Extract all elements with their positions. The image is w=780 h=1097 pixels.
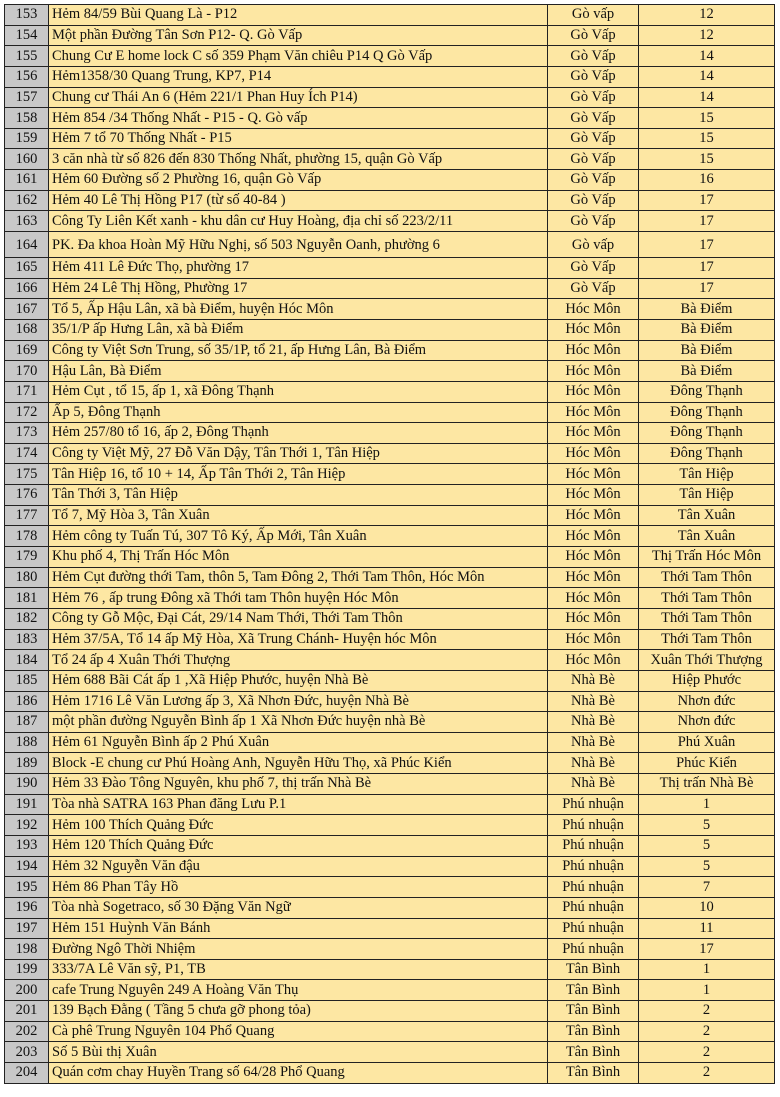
table-row bbox=[5, 1063, 775, 1084]
district-cell: Nhà Bè bbox=[548, 712, 639, 733]
table-row bbox=[5, 1001, 775, 1022]
district-cell: Phú nhuận bbox=[548, 918, 639, 939]
row-number-cell: 153 bbox=[5, 5, 49, 26]
district-cell: Nhà Bè bbox=[548, 774, 639, 795]
address-cell: Block -E chung cư Phú Hoàng Anh, Nguyễn Hữu Thọ, xã Phúc Kiển bbox=[49, 753, 548, 774]
row-number-cell: 162 bbox=[5, 190, 49, 211]
row-number-cell: 158 bbox=[5, 108, 49, 129]
address-cell: Hẻm 257/80 tổ 16, ấp 2, Đông Thạnh bbox=[49, 423, 548, 444]
address-cell: Tổ 24 ấp 4 Xuân Thới Thượng bbox=[49, 650, 548, 671]
row-number-cell: 157 bbox=[5, 87, 49, 108]
ward-cell: 5 bbox=[639, 835, 775, 856]
table-row bbox=[5, 1021, 775, 1042]
ward-cell: Đông Thạnh bbox=[639, 443, 775, 464]
ward-cell: Bà Điểm bbox=[639, 319, 775, 340]
table-row bbox=[5, 278, 775, 299]
table-row bbox=[5, 959, 775, 980]
address-cell: Tòa nhà SATRA 163 Phan đăng Lưu P.1 bbox=[49, 794, 548, 815]
address-cell: Hẻm 7 tổ 70 Thống Nhất - P15 bbox=[49, 128, 548, 149]
table-row bbox=[5, 232, 775, 258]
row-number-cell: 168 bbox=[5, 319, 49, 340]
table-row bbox=[5, 918, 775, 939]
district-cell: Tân Bình bbox=[548, 1042, 639, 1063]
ward-cell: 11 bbox=[639, 918, 775, 939]
ward-cell: Bà Điểm bbox=[639, 299, 775, 320]
district-cell: Gò Vấp bbox=[548, 66, 639, 87]
address-cell: Hẻm Cụt , tổ 15, ấp 1, xã Đông Thạnh bbox=[49, 381, 548, 402]
table-row bbox=[5, 547, 775, 568]
row-number-cell: 191 bbox=[5, 794, 49, 815]
address-cell: Hẻm 37/5A, Tổ 14 ấp Mỹ Hòa, Xã Trung Chánh- Huyện hóc Môn bbox=[49, 629, 548, 650]
row-number-cell: 161 bbox=[5, 170, 49, 191]
district-cell: Nhà Bè bbox=[548, 732, 639, 753]
address-cell: Hẻm công ty Tuấn Tú, 307 Tô Ký, Ấp Mới, Tân Xuân bbox=[49, 526, 548, 547]
address-cell: Tân Thới 3, Tân Hiệp bbox=[49, 485, 548, 506]
district-cell: Gò Vấp bbox=[548, 258, 639, 279]
address-cell: Ấp 5, Đông Thạnh bbox=[49, 402, 548, 423]
address-cell: Hẻm 32 Nguyễn Văn đậu bbox=[49, 856, 548, 877]
row-number-cell: 178 bbox=[5, 526, 49, 547]
ward-cell: 2 bbox=[639, 1021, 775, 1042]
row-number-cell: 183 bbox=[5, 629, 49, 650]
row-number-cell: 175 bbox=[5, 464, 49, 485]
address-cell: 139 Bạch Đằng ( Tầng 5 chưa gỡ phong tỏa) bbox=[49, 1001, 548, 1022]
table-row bbox=[5, 505, 775, 526]
row-number-cell: 167 bbox=[5, 299, 49, 320]
ward-cell: Thới Tam Thôn bbox=[639, 629, 775, 650]
address-cell: Hẻm 100 Thích Quảng Đức bbox=[49, 815, 548, 836]
address-cell: Hẻm 688 Bãi Cát ấp 1 ,Xã Hiệp Phước, huyện Nhà Bè bbox=[49, 670, 548, 691]
district-cell: Hóc Môn bbox=[548, 629, 639, 650]
district-cell: Hóc Môn bbox=[548, 464, 639, 485]
row-number-cell: 156 bbox=[5, 66, 49, 87]
row-number-cell: 203 bbox=[5, 1042, 49, 1063]
ward-cell: Phúc Kiển bbox=[639, 753, 775, 774]
table-row bbox=[5, 423, 775, 444]
table-row bbox=[5, 691, 775, 712]
table-row bbox=[5, 856, 775, 877]
row-number-cell: 166 bbox=[5, 278, 49, 299]
table-row bbox=[5, 361, 775, 382]
table-row bbox=[5, 340, 775, 361]
address-cell: Hẻm 86 Phan Tây Hồ bbox=[49, 877, 548, 898]
district-cell: Hóc Môn bbox=[548, 505, 639, 526]
table-row bbox=[5, 712, 775, 733]
row-number-cell: 186 bbox=[5, 691, 49, 712]
district-cell: Hóc Môn bbox=[548, 319, 639, 340]
address-cell: một phần đường Nguyễn Bình ấp 1 Xã Nhơn Đức huyện nhà Bè bbox=[49, 712, 548, 733]
table-row bbox=[5, 443, 775, 464]
row-number-cell: 184 bbox=[5, 650, 49, 671]
address-cell: Công Ty Liên Kết xanh - khu dân cư Huy Hoàng, địa chỉ số 223/2/11 bbox=[49, 211, 548, 232]
table-row bbox=[5, 66, 775, 87]
ward-cell: Thới Tam Thôn bbox=[639, 567, 775, 588]
row-number-cell: 180 bbox=[5, 567, 49, 588]
ward-cell: Đông Thạnh bbox=[639, 423, 775, 444]
row-number-cell: 174 bbox=[5, 443, 49, 464]
ward-cell: 2 bbox=[639, 1063, 775, 1084]
address-cell: Hẻm 84/59 Bùi Quang Là - P12 bbox=[49, 5, 548, 26]
table-row bbox=[5, 753, 775, 774]
address-cell: Hẻm 40 Lê Thị Hồng P17 (từ số 40-84 ) bbox=[49, 190, 548, 211]
table-row bbox=[5, 258, 775, 279]
table-row bbox=[5, 794, 775, 815]
district-cell: Tân Bình bbox=[548, 959, 639, 980]
address-cell: Hẻm 854 /34 Thống Nhất - P15 - Q. Gò vấp bbox=[49, 108, 548, 129]
ward-cell: Bà Điểm bbox=[639, 340, 775, 361]
table-row bbox=[5, 588, 775, 609]
ward-cell: 14 bbox=[639, 87, 775, 108]
district-cell: Hóc Môn bbox=[548, 381, 639, 402]
table-row bbox=[5, 567, 775, 588]
district-cell: Hóc Môn bbox=[548, 608, 639, 629]
ward-cell: 10 bbox=[639, 897, 775, 918]
row-number-cell: 177 bbox=[5, 505, 49, 526]
row-number-cell: 204 bbox=[5, 1063, 49, 1084]
district-cell: Hóc Môn bbox=[548, 423, 639, 444]
row-number-cell: 170 bbox=[5, 361, 49, 382]
address-cell: Tòa nhà Sogetraco, số 30 Đặng Văn Ngữ bbox=[49, 897, 548, 918]
table-row bbox=[5, 46, 775, 67]
row-number-cell: 195 bbox=[5, 877, 49, 898]
district-cell: Phú nhuận bbox=[548, 815, 639, 836]
ward-cell: 5 bbox=[639, 815, 775, 836]
ward-cell: Tân Xuân bbox=[639, 505, 775, 526]
district-cell: Gò Vấp bbox=[548, 25, 639, 46]
address-cell: Tân Hiệp 16, tổ 10 + 14, Ấp Tân Thới 2, Tân Hiệp bbox=[49, 464, 548, 485]
district-cell: Hóc Môn bbox=[548, 485, 639, 506]
ward-cell: Tân Hiệp bbox=[639, 485, 775, 506]
row-number-cell: 198 bbox=[5, 939, 49, 960]
address-cell: Chung Cư E home lock C số 359 Phạm Văn chiêu P14 Q Gò Vấp bbox=[49, 46, 548, 67]
ward-cell: Nhơn đức bbox=[639, 691, 775, 712]
ward-cell: 5 bbox=[639, 856, 775, 877]
table-row bbox=[5, 835, 775, 856]
address-cell: Hẻm 151 Huỳnh Văn Bánh bbox=[49, 918, 548, 939]
row-number-cell: 188 bbox=[5, 732, 49, 753]
district-cell: Phú nhuận bbox=[548, 835, 639, 856]
table-row bbox=[5, 170, 775, 191]
table-row bbox=[5, 774, 775, 795]
table-row bbox=[5, 319, 775, 340]
row-number-cell: 202 bbox=[5, 1021, 49, 1042]
address-cell: PK. Đa khoa Hoàn Mỹ Hữu Nghị, số 503 Nguyễn Oanh, phường 6 bbox=[49, 232, 548, 258]
row-number-cell: 182 bbox=[5, 608, 49, 629]
table-row bbox=[5, 381, 775, 402]
district-cell: Gò vấp bbox=[548, 232, 639, 258]
row-number-cell: 169 bbox=[5, 340, 49, 361]
table-row bbox=[5, 464, 775, 485]
ward-cell: Thới Tam Thôn bbox=[639, 588, 775, 609]
table-row bbox=[5, 1042, 775, 1063]
address-cell: cafe Trung Nguyên 249 A Hoàng Văn Thụ bbox=[49, 980, 548, 1001]
district-cell: Hóc Môn bbox=[548, 340, 639, 361]
row-number-cell: 200 bbox=[5, 980, 49, 1001]
ward-cell: 17 bbox=[639, 278, 775, 299]
row-number-cell: 179 bbox=[5, 547, 49, 568]
address-cell: Hẻm 60 Đường số 2 Phường 16, quận Gò Vấp bbox=[49, 170, 548, 191]
ward-cell: 12 bbox=[639, 25, 775, 46]
table-row bbox=[5, 815, 775, 836]
row-number-cell: 201 bbox=[5, 1001, 49, 1022]
row-number-cell: 155 bbox=[5, 46, 49, 67]
ward-cell: Tân Hiệp bbox=[639, 464, 775, 485]
ward-cell: Bà Điểm bbox=[639, 361, 775, 382]
ward-cell: 7 bbox=[639, 877, 775, 898]
address-cell: Tổ 5, Ấp Hậu Lân, xã bà Điểm, huyện Hóc Môn bbox=[49, 299, 548, 320]
row-number-cell: 189 bbox=[5, 753, 49, 774]
lockdown-address-table bbox=[4, 4, 775, 1084]
district-cell: Gò Vấp bbox=[548, 278, 639, 299]
ward-cell: 1 bbox=[639, 959, 775, 980]
ward-cell: 1 bbox=[639, 980, 775, 1001]
table-row bbox=[5, 128, 775, 149]
ward-cell: Phú Xuân bbox=[639, 732, 775, 753]
table-row bbox=[5, 897, 775, 918]
district-cell: Gò Vấp bbox=[548, 108, 639, 129]
ward-cell: 1 bbox=[639, 794, 775, 815]
ward-cell: Nhơn đức bbox=[639, 712, 775, 733]
table-row bbox=[5, 732, 775, 753]
row-number-cell: 159 bbox=[5, 128, 49, 149]
district-cell: Tân Bình bbox=[548, 1063, 639, 1084]
row-number-cell: 185 bbox=[5, 670, 49, 691]
table-row bbox=[5, 299, 775, 320]
table-row bbox=[5, 5, 775, 26]
address-cell: Hẻm1358/30 Quang Trung, KP7, P14 bbox=[49, 66, 548, 87]
district-cell: Tân Bình bbox=[548, 1001, 639, 1022]
address-cell: 35/1/P ấp Hưng Lân, xã bà Điểm bbox=[49, 319, 548, 340]
address-cell: Quán cơm chay Huyền Trang số 64/28 Phổ Quang bbox=[49, 1063, 548, 1084]
district-cell: Tân Bình bbox=[548, 1021, 639, 1042]
table-row bbox=[5, 980, 775, 1001]
address-cell: Hẻm 61 Nguyễn Bình ấp 2 Phú Xuân bbox=[49, 732, 548, 753]
ward-cell: Xuân Thới Thượng bbox=[639, 650, 775, 671]
ward-cell: 17 bbox=[639, 939, 775, 960]
district-cell: Gò Vấp bbox=[548, 46, 639, 67]
table-row bbox=[5, 149, 775, 170]
ward-cell: Tân Xuân bbox=[639, 526, 775, 547]
district-cell: Hóc Môn bbox=[548, 299, 639, 320]
district-cell: Phú nhuận bbox=[548, 856, 639, 877]
district-cell: Phú nhuận bbox=[548, 794, 639, 815]
ward-cell: 2 bbox=[639, 1042, 775, 1063]
address-cell: Hậu Lân, Bà Điểm bbox=[49, 361, 548, 382]
ward-cell: 17 bbox=[639, 211, 775, 232]
table-row bbox=[5, 190, 775, 211]
row-number-cell: 193 bbox=[5, 835, 49, 856]
district-cell: Gò Vấp bbox=[548, 190, 639, 211]
ward-cell: 15 bbox=[639, 149, 775, 170]
district-cell: Gò vấp bbox=[548, 5, 639, 26]
district-cell: Hóc Môn bbox=[548, 547, 639, 568]
table-row bbox=[5, 670, 775, 691]
row-number-cell: 154 bbox=[5, 25, 49, 46]
address-cell: 333/7A Lê Văn sỹ, P1, TB bbox=[49, 959, 548, 980]
row-number-cell: 194 bbox=[5, 856, 49, 877]
row-number-cell: 165 bbox=[5, 258, 49, 279]
ward-cell: Đông Thạnh bbox=[639, 381, 775, 402]
address-cell: Công ty Gỗ Mộc, Đại Cát, 29/14 Nam Thới, Thới Tam Thôn bbox=[49, 608, 548, 629]
table-body bbox=[5, 5, 775, 1084]
table-row bbox=[5, 485, 775, 506]
address-cell: Hẻm 24 Lê Thị Hồng, Phường 17 bbox=[49, 278, 548, 299]
district-cell: Hóc Môn bbox=[548, 650, 639, 671]
district-cell: Nhà Bè bbox=[548, 670, 639, 691]
ward-cell: Hiệp Phước bbox=[639, 670, 775, 691]
ward-cell: Thị trấn Nhà Bè bbox=[639, 774, 775, 795]
district-cell: Phú nhuận bbox=[548, 939, 639, 960]
row-number-cell: 173 bbox=[5, 423, 49, 444]
ward-cell: 12 bbox=[639, 5, 775, 26]
table-row bbox=[5, 108, 775, 129]
table-row bbox=[5, 608, 775, 629]
ward-cell: 15 bbox=[639, 128, 775, 149]
district-cell: Tân Bình bbox=[548, 980, 639, 1001]
row-number-cell: 197 bbox=[5, 918, 49, 939]
ward-cell: 17 bbox=[639, 258, 775, 279]
row-number-cell: 172 bbox=[5, 402, 49, 423]
district-cell: Hóc Môn bbox=[548, 567, 639, 588]
row-number-cell: 196 bbox=[5, 897, 49, 918]
address-cell: Hẻm 411 Lê Đức Thọ, phường 17 bbox=[49, 258, 548, 279]
address-cell: 3 căn nhà từ số 826 đến 830 Thống Nhất, phường 15, quận Gò Vấp bbox=[49, 149, 548, 170]
ward-cell: 17 bbox=[639, 190, 775, 211]
row-number-cell: 181 bbox=[5, 588, 49, 609]
district-cell: Hóc Môn bbox=[548, 526, 639, 547]
address-cell: Công ty Việt Sơn Trung, số 35/1P, tổ 21, ấp Hưng Lân, Bà Điểm bbox=[49, 340, 548, 361]
table-row bbox=[5, 211, 775, 232]
address-cell: Chung cư Thái An 6 (Hẻm 221/1 Phan Huy Ích P14) bbox=[49, 87, 548, 108]
district-cell: Hóc Môn bbox=[548, 402, 639, 423]
table-row bbox=[5, 650, 775, 671]
table-row bbox=[5, 877, 775, 898]
address-cell: Hẻm 120 Thích Quảng Đức bbox=[49, 835, 548, 856]
row-number-cell: 192 bbox=[5, 815, 49, 836]
address-cell: Hẻm 1716 Lê Văn Lương ấp 3, Xã Nhơn Đức, huyện Nhà Bè bbox=[49, 691, 548, 712]
row-number-cell: 164 bbox=[5, 232, 49, 258]
ward-cell: Thới Tam Thôn bbox=[639, 608, 775, 629]
row-number-cell: 163 bbox=[5, 211, 49, 232]
table-row bbox=[5, 25, 775, 46]
district-cell: Phú nhuận bbox=[548, 897, 639, 918]
ward-cell: Đông Thạnh bbox=[639, 402, 775, 423]
table-row bbox=[5, 939, 775, 960]
district-cell: Hóc Môn bbox=[548, 361, 639, 382]
district-cell: Nhà Bè bbox=[548, 753, 639, 774]
address-cell: Đường Ngô Thời Nhiệm bbox=[49, 939, 548, 960]
district-cell: Phú nhuận bbox=[548, 877, 639, 898]
table-row bbox=[5, 526, 775, 547]
address-cell: Cà phê Trung Nguyên 104 Phổ Quang bbox=[49, 1021, 548, 1042]
address-cell: Khu phố 4, Thị Trấn Hóc Môn bbox=[49, 547, 548, 568]
address-cell: Hẻm 33 Đào Tông Nguyên, khu phố 7, thị trấn Nhà Bè bbox=[49, 774, 548, 795]
district-cell: Gò Vấp bbox=[548, 170, 639, 191]
row-number-cell: 187 bbox=[5, 712, 49, 733]
district-cell: Hóc Môn bbox=[548, 443, 639, 464]
row-number-cell: 199 bbox=[5, 959, 49, 980]
ward-cell: Thị Trấn Hóc Môn bbox=[639, 547, 775, 568]
ward-cell: 2 bbox=[639, 1001, 775, 1022]
table-row bbox=[5, 87, 775, 108]
address-cell: Tổ 7, Mỹ Hòa 3, Tân Xuân bbox=[49, 505, 548, 526]
row-number-cell: 160 bbox=[5, 149, 49, 170]
ward-cell: 14 bbox=[639, 66, 775, 87]
address-cell: Số 5 Bùi thị Xuân bbox=[49, 1042, 548, 1063]
address-cell: Công ty Việt Mỹ, 27 Đỗ Văn Dậy, Tân Thới 1, Tân Hiệp bbox=[49, 443, 548, 464]
district-cell: Gò Vấp bbox=[548, 87, 639, 108]
district-cell: Gò Vấp bbox=[548, 149, 639, 170]
ward-cell: 15 bbox=[639, 108, 775, 129]
ward-cell: 16 bbox=[639, 170, 775, 191]
ward-cell: 17 bbox=[639, 232, 775, 258]
district-cell: Gò Vấp bbox=[548, 128, 639, 149]
row-number-cell: 190 bbox=[5, 774, 49, 795]
table-row bbox=[5, 629, 775, 650]
address-cell: Hẻm 76 , ấp trung Đông xã Thới tam Thôn huyện Hóc Môn bbox=[49, 588, 548, 609]
table-row bbox=[5, 402, 775, 423]
address-cell: Hẻm Cụt đường thới Tam, thôn 5, Tam Đông 2, Thới Tam Thôn, Hóc Môn bbox=[49, 567, 548, 588]
district-cell: Nhà Bè bbox=[548, 691, 639, 712]
district-cell: Gò Vấp bbox=[548, 211, 639, 232]
ward-cell: 14 bbox=[639, 46, 775, 67]
district-cell: Hóc Môn bbox=[548, 588, 639, 609]
row-number-cell: 176 bbox=[5, 485, 49, 506]
address-cell: Một phần Đường Tân Sơn P12- Q. Gò Vấp bbox=[49, 25, 548, 46]
row-number-cell: 171 bbox=[5, 381, 49, 402]
